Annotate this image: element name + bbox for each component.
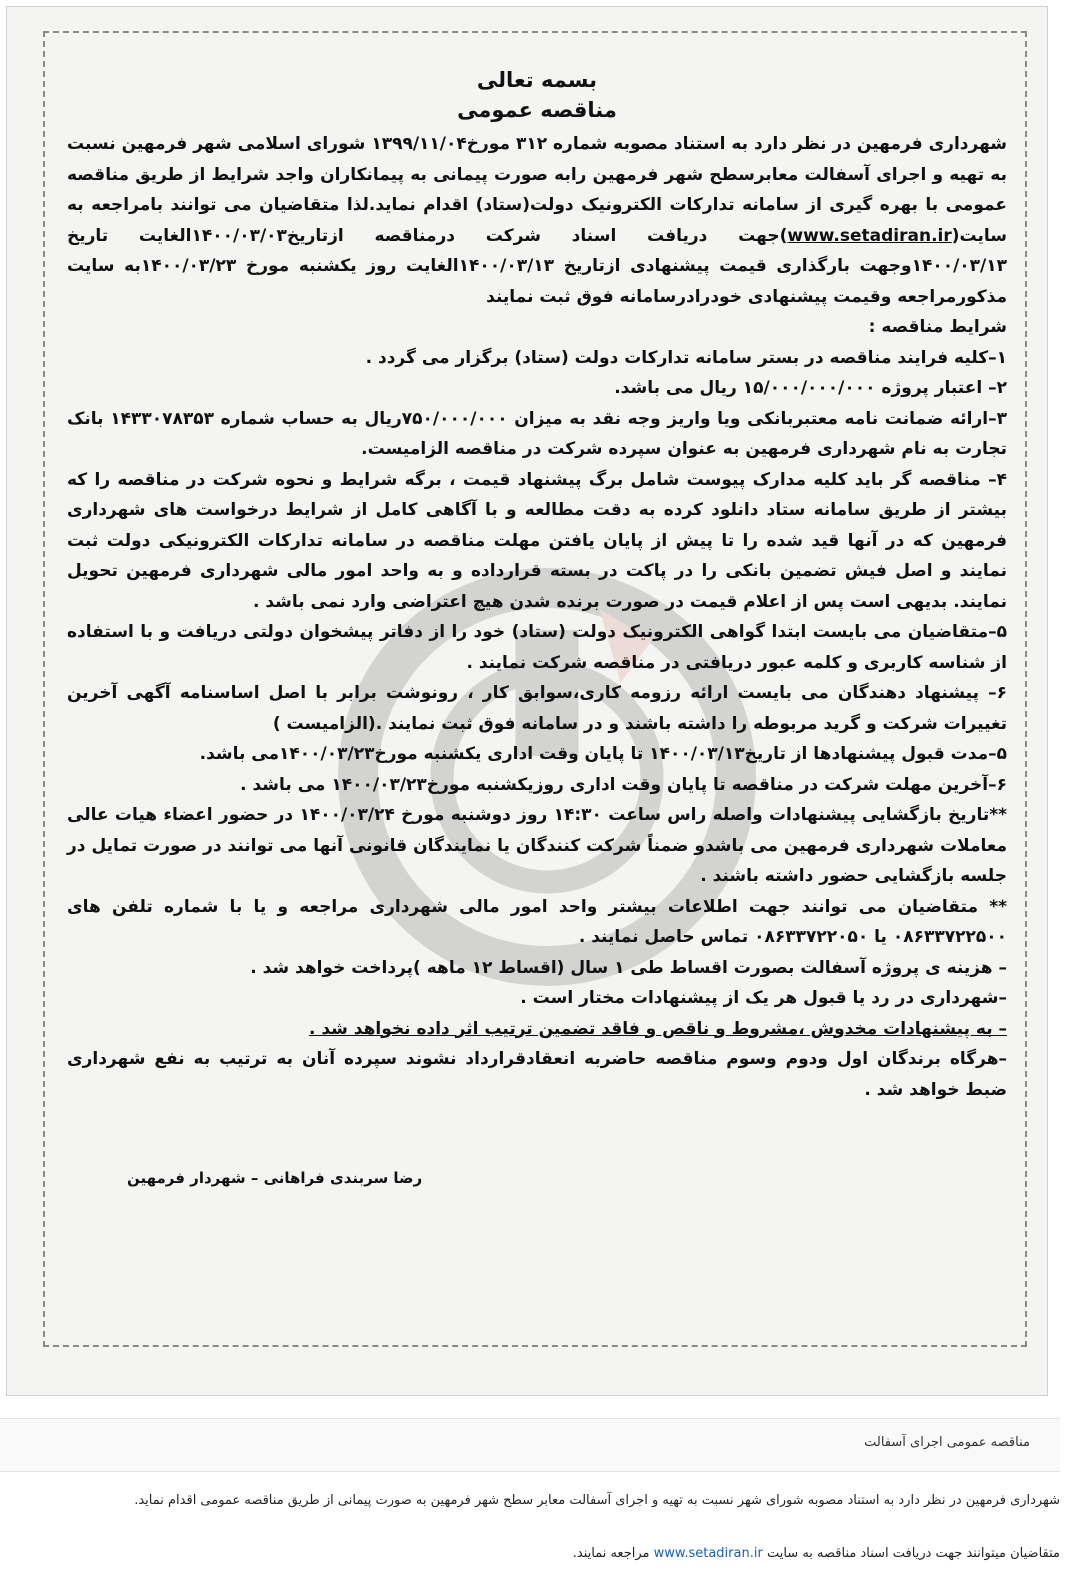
condition-item-11: – هزینه ی پروژه آسفالت بصورت اقساط طی ۱ سال (اقساط ۱۲ ماهه )پرداخت خواهد شد . [250,957,1007,978]
intro-site-link: www.setadiran.ir [787,225,952,246]
condition-item-9: **تاریخ بازگشایی پیشنهادات واصله راس ساعت ۱۴:۳۰ روز دوشنبه مورخ ۱۴۰۰/۰۳/۲۴ در حضور اعضاء هیات عالی معاملات شهرداری فرمهین می باشدو ضمناً شرکت کنندگان یا نمایندگان قانونی آنها می توانند در صورت تمایل در جلسه بازگشایی حضور داشته باشند . [67,805,1008,886]
condition-item-7: ۵–مدت قبول پیشنهادها از تاریخ۱۴۰۰/۰۳/۱۳ تا پایان وقت اداری یکشنبه مورخ۱۴۰۰/۰۳/۲۳می باشد. [199,744,1007,764]
notice-body [67,65,1007,1105]
signature: رضا سربندی فراهانی – شهردار فرمهین [127,1169,423,1187]
setadiran-link[interactable]: www.setadiran.ir [653,1546,763,1561]
summary-line-1: شهرداری فرمهین در نظر دارد به استناد مصوبه شورای شهر نسبت به تهیه و اجرای آسفالت معابر سطح شهر فرمهین به صورت پیمانی از طریق مناقصه عمومی اقدام نماید. [134,1493,1060,1508]
condition-item-3: ۳–ارائه ضمانت نامه معتبربانکی ویا واریز وجه نقد به میزان ۷۵۰/۰۰۰/۰۰۰ریال به حساب شماره ۱۴۳۳۰۷۸۳۵۳ بانک تجارت به نام شهرداری فرمهین به عنوان سپرده شرکت در مناقصه الزامیست. [67,408,1007,459]
summary-line-2 [10,1546,1060,1561]
image-caption: مناقصه عمومی اجرای آسفالت [864,1435,1030,1450]
condition-item-13: – به پیشنهادات مخدوش ،مشروط و ناقص و فاقد تضمین ترتیب اثر داده نخواهد شد . [308,1018,1007,1039]
summary-line-2-prefix: متقاضیان میتوانند جهت دریافت اسناد مناقصه به سایت [766,1546,1060,1561]
condition-item-10: ** متقاضیان می توانند جهت اطلاعات بیشتر واحد امور مالی شهرداری مراجعه و یا با شماره تلفن های ۰۸۶۳۳۷۲۲۵۰۰ یا ۰۸۶۳۳۷۲۲۰۵۰ تماس حاصل نمایند . [67,896,1007,947]
notice-title: مناقصه عمومی [457,98,617,122]
condition-item-12: –شهرداری در رد یا قبول هر یک از پیشنهادات مختار است . [520,988,1007,1008]
condition-item-1: ۱–کلیه فرایند مناقصه در بستر سامانه تدارکات دولت (ستاد) برگزار می گردد . [365,347,1007,368]
condition-item-2: ۲– اعتبار پروژه ۱۵/۰۰۰/۰۰۰/۰۰۰ ریال می باشد. [614,378,1007,398]
condition-item-6: ۶– پیشنهاد دهندگان می بایست ارائه رزومه کاری،سوابق کار ، رونوشت برابر با اصل اساسنامه آگهی آخرین تغییرات شرکت و گرید مربوطه را داشته باشند و در سامانه فوق ثبت نمایند .(الزامیست ) [67,683,1007,734]
caption-bar [0,1418,1060,1472]
heading: بسمه تعالی [476,68,598,92]
intro-paragraph [67,129,1007,312]
condition-item-4: ۴– مناقصه گر باید کلیه مدارک پیوست شامل برگ پیشنهاد قیمت ، برگه شرایط و نحوه شرکت در مناقصه را که بیشتر از طریق سامانه ستاد دانلود کرده به دقت مطالعه و با آگاهی کامل از شرایط درخواست های شهرداری فرمهین که در آنها قید شده را تا پیش از پایان یافتن مهلت مناقصه در سامانه تدارکات الکترونیکی دولت ثبت نمایند و اصل فیش تضمین بانکی را در پاکت در بسته قرارداده و به واحد امور مالی شهرداری فرمهین تحویل نمایند. بدیهی است پس از اعلام قیمت در صورت برنده شدن هیچ اعتراضی وارد نمی باشد . [67,469,1007,612]
condition-item-14: –هرگاه برندگان اول ودوم وسوم مناقصه حاضربه انعقادقرارداد نشوند سپرده آنان به ترتیب به نفع شهرداری ضبط خواهد شد . [67,1049,1007,1100]
condition-item-8: ۶–آخرین مهلت شرکت در مناقصه تا پایان وقت اداری روزیکشنبه مورخ۱۴۰۰/۰۳/۲۳ می باشد . [240,774,1007,795]
scanned-notice-image [6,6,1048,1396]
intro-text-part2: )جهت دریافت اسناد شرکت درمناقصه ازتاریخ۱۴۰۰/۰۳/۰۳الغایت تاریخ ۱۴۰۰/۰۳/۱۳وجهت بارگذاری قیمت پیشنهادی ازتاریخ ۱۴۰۰/۰۳/۱۳الغایت روز یکشنبه مورخ ۱۴۰۰/۰۳/۲۳به سایت مذکورمراجعه وقیمت پیشنهادی خودرادرسامانه فوق ثبت نمایند [67,225,1008,307]
condition-item-5: ۵–متقاضیان می بایست ابتدا گواهی الکترونیک دولت (ستاد) خود را از دفاتر پیشخوان دولتی دریافت و با استفاده از شناسه کاربری و کلمه عبور دریافتی در مناقصه شرکت نمایند . [67,622,1007,673]
conditions-heading: شرایط مناقصه : [868,317,1007,337]
intro-text-part1: شهرداری فرمهین در نظر دارد به استناد مصوبه شماره ۳۱۲ مورخ۱۳۹۹/۱۱/۰۴ شورای اسلامی شهر فرمهین نسبت به تهیه و اجرای آسفالت معابرسطح شهر فرمهین رابه صورت پیمانی به پیمانکاران واجد شرایط از طریق مناقصه عمومی با بهره گیری از سامانه تدارکات الکترونیک دولت(ستاد) اقدام نماید.لذا متقاضیان می توانند بامراجعه به سایت( [67,134,1008,246]
summary-line-2-suffix: مراجعه نمایند. [572,1546,650,1561]
